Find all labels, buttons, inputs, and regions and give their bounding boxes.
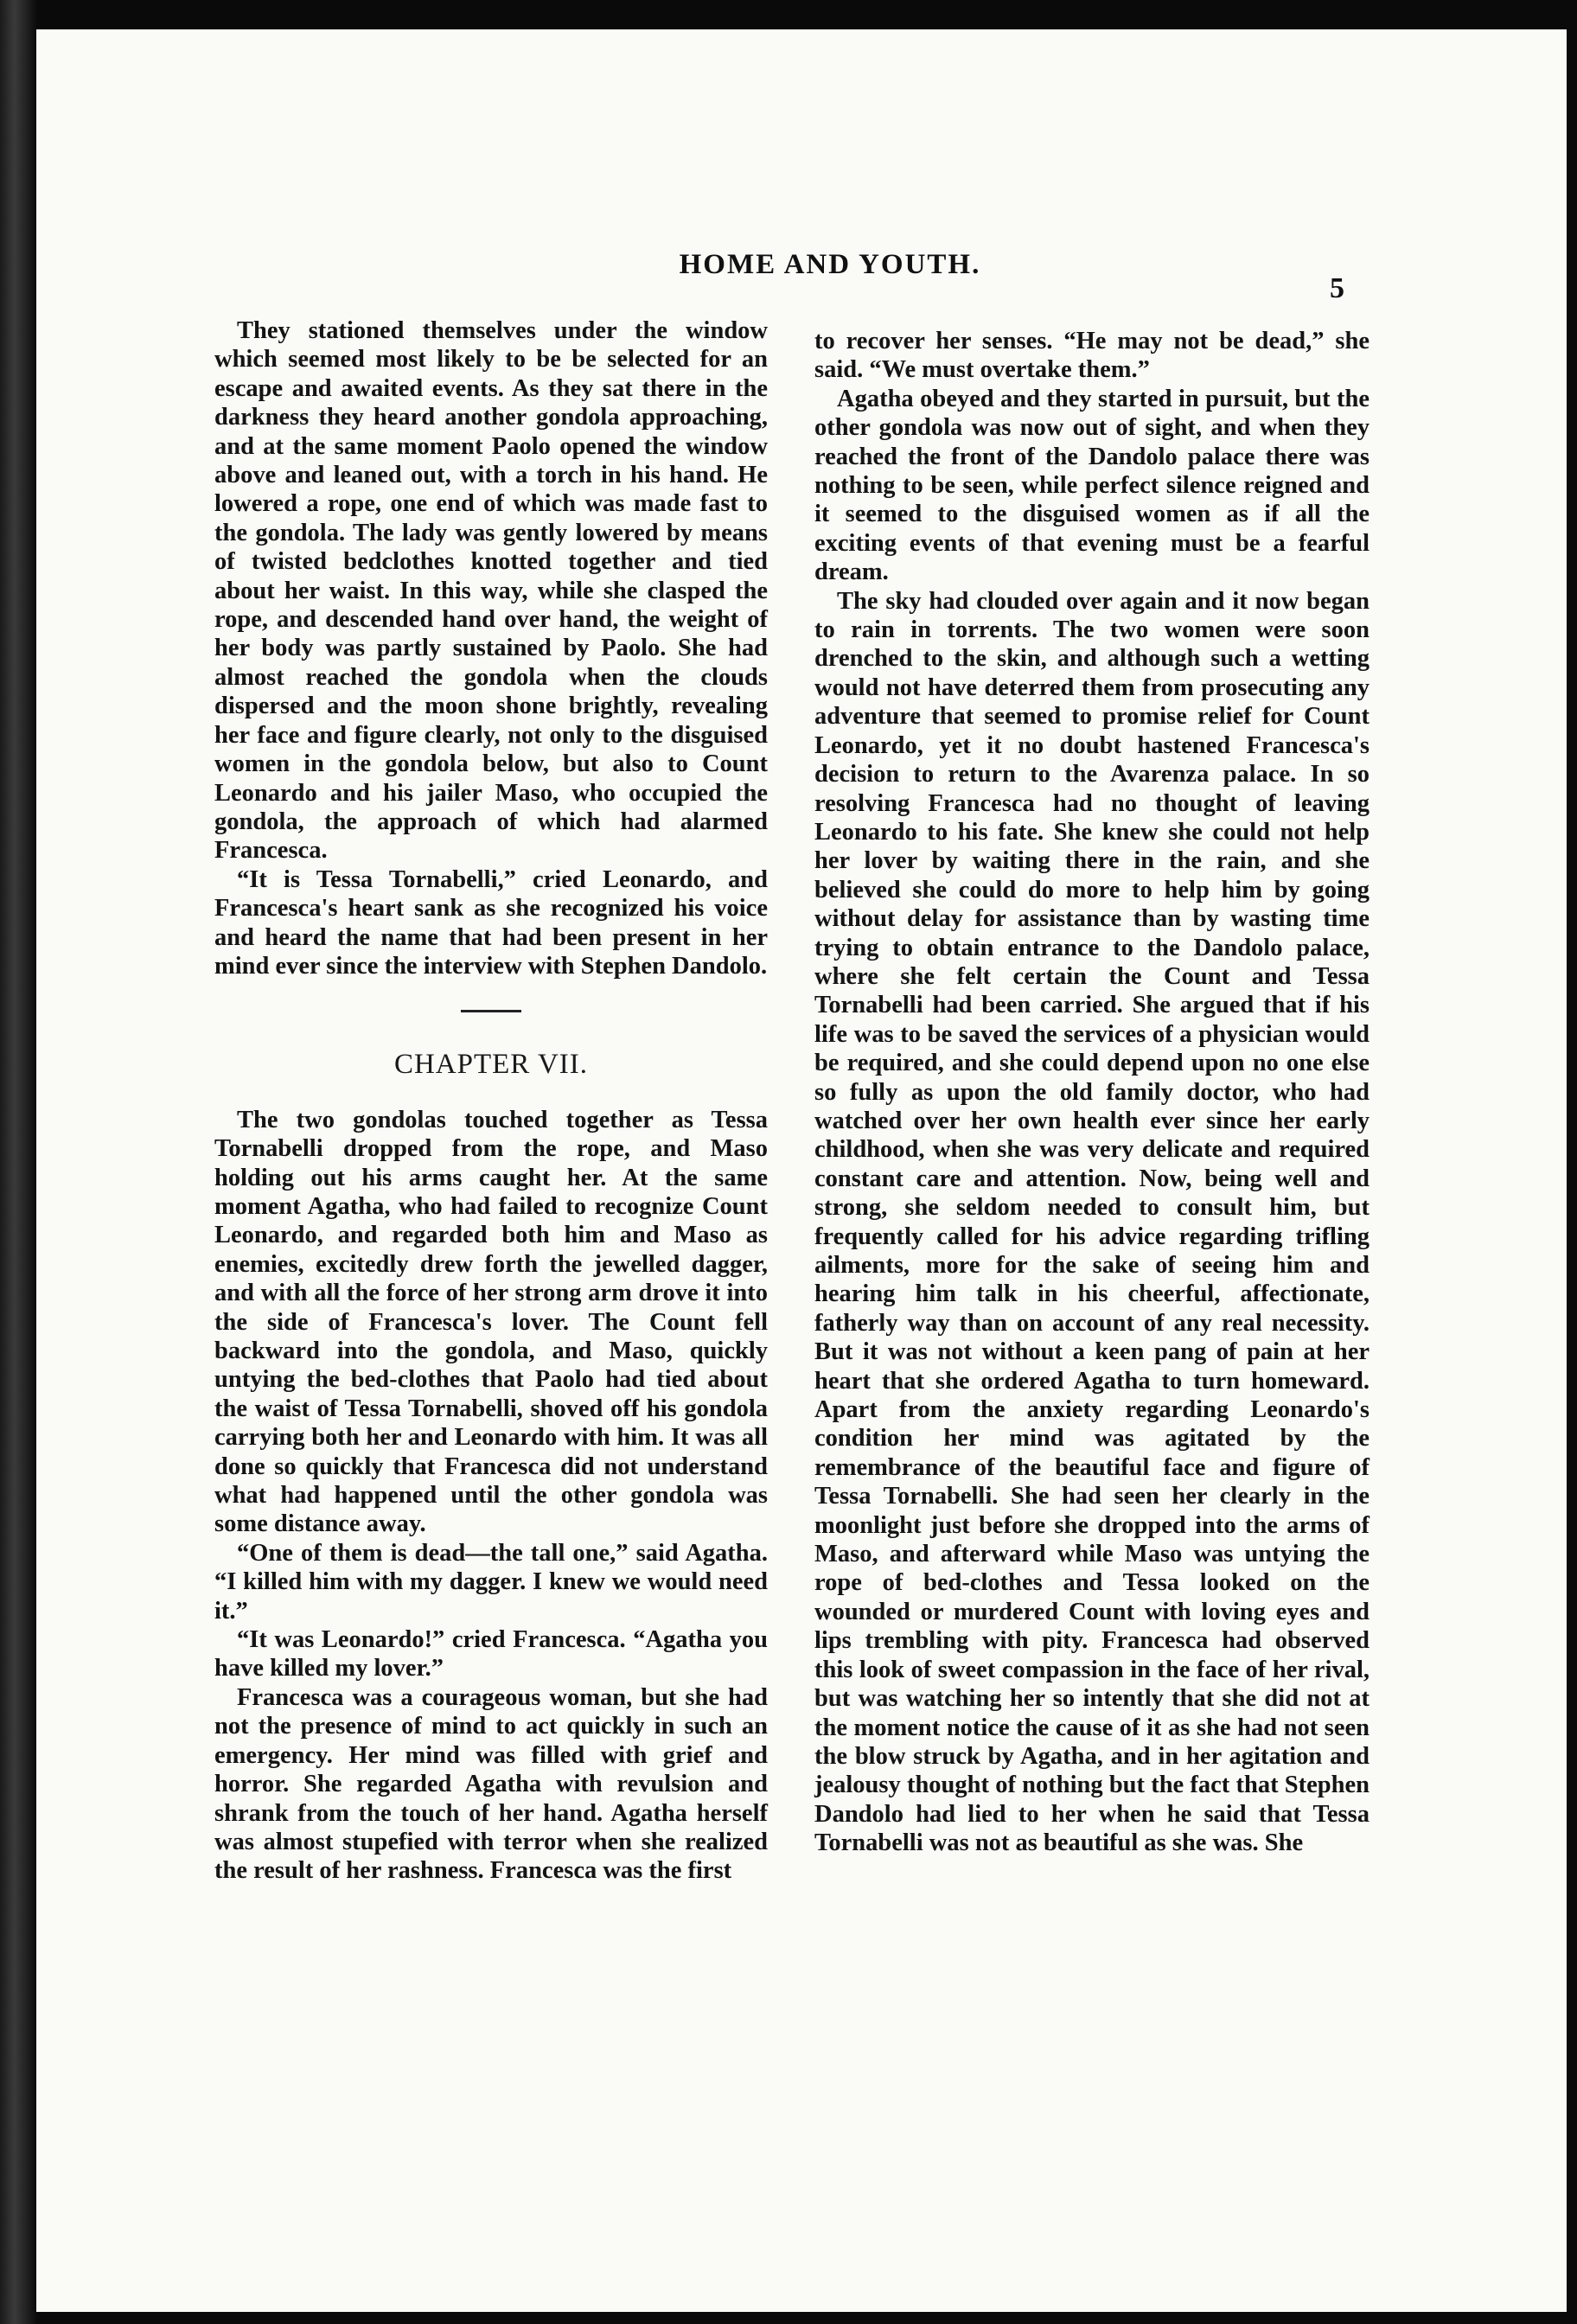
right-column — [814, 327, 1370, 1858]
paragraph: The sky had clouded over again and it now began to rain in torrents. The two women were soon drenched to the skin, and although such a wetting would not have deterred them from prosecuting any adventure that seemed to promise relief for Count Leonardo, yet it no doubt hastened Francesca's decision to return to the Avarenza palace. In so resolving Francesca had no thought of leaving Leonardo to his fate. She knew she could not help her lover by waiting there in the rain, and she believed she could do more to help him by going without delay for assistance than by wasting time trying to obtain entrance to the Dandolo palace, where she felt certain the Count and Tessa Tornabelli had been carried. She argued that if his life was to be saved the services of a physician would be required, and she could depend upon no one else so fully as upon the old family doctor, who had watched over her own health ever since her early childhood, when she was very delicate and required constant care and attention. Now, being well and strong, she seldom needed to consult him, but frequently called for his advice regarding trifling ailments, more for the sake of seeing him and hearing him talk in his cheerful, affectionate, fatherly way than on account of any real necessity. But it was not without a keen pang of pain at her heart that she ordered Agatha to turn homeward. Apart from the anxiety regarding Leonardo's condition her mind was agitated by the remembrance of the beautiful face and figure of Tessa Tornabelli. She had seen her clearly in the moonlight just before she dropped into the arms of Maso, and afterward while Maso was untying the rope of bed-clothes and Tessa looked on the wounded or murdered Count with loving eyes and lips trembling with pity. Francesca had observed this look of sweet compassion in the face of her rival, but was watching her so intently that she did not at the moment notice the cause of it as she had not seen the blow struck by Agatha, and in her agitation and jealousy thought of nothing but the fact that Stephen Dandolo had lied to her when he said that Tessa Tornabelli was not as beautiful as she was. She — [814, 587, 1370, 1857]
chapter-divider — [461, 1010, 521, 1012]
page-number: 5 — [1330, 272, 1344, 304]
running-header: HOME AND YOUTH. — [679, 249, 981, 280]
paragraph: The two gondolas touched together as Tessa Tornabelli dropped from the rope, and Maso holding out his arms caught her. At the same moment Agatha, who had failed to recognize Count Leonardo, and regarded both him and Maso as enemies, excitedly drew forth the jewelled dagger, and with all the force of her strong arm drove it into the side of Francesca's lover. The Count fell backward into the gondola, and Maso, quickly untying the bed-clothes that Paolo had tied about the waist of Tessa Tornabelli, shoved off his gondola carrying both her and Leonardo with him. It was all done so quickly that Francesca did not understand what had happened until the other gondola was some distance away. — [214, 1106, 768, 1538]
paragraph: Francesca was a courageous woman, but she had not the presence of mind to act quickly in such an emergency. Her mind was filled with grief and horror. She regarded Agatha with revulsion and shrank from the touch of her hand. Agatha herself was almost stupefied with terror when she realized the result of her rashness. Francesca was the first — [214, 1683, 768, 1885]
paragraph: “It is Tessa Tornabelli,” cried Leonardo, and Francesca's heart sank as she recognized his voice and heard the name that had been present in her mind ever since the interview with Stephen Dandolo. — [214, 865, 768, 980]
scan-dark-edge — [0, 0, 36, 2324]
paragraph-continuation: to recover her senses. “He may not be dead,” she said. “We must overtake them.” — [814, 328, 1370, 384]
paragraph: Agatha obeyed and they started in pursuit, but the other gondola was now out of sight, and when they reached the front of the Dandolo palace there was nothing to be seen, while perfect silence reigned and it seemed to the disguised women as if all the exciting events of that evening must be a fearful dream. — [814, 385, 1370, 586]
chapter-heading: CHAPTER VII. — [393, 1049, 589, 1081]
paragraph: They stationed themselves under the window which seemed most likely to be be selected for an escape and awaited events. As they sat there in the darkness they heard another gondola approaching, and at the same moment Paolo opened the window above and leaned out, with a torch in his hand. He lowered a rope, one end of which was made fast to the gondola. The lady was gently lowered by means of twisted bedclothes knotted together and tied about her waist. In this way, while she clasped the rope, and descended hand over hand, the weight of her body was partly sustained by Paolo. She had almost reached the gondola when the clouds dispersed and the moon shone brightly, revealing her face and figure clearly, not only to the disguised women in the gondola below, but also to Count Leonardo and his jailer Maso, who occupied the gondola, the approach of which had alarmed Francesca. — [214, 317, 768, 865]
left-column — [214, 316, 768, 1886]
paragraph: “It was Leonardo!” cried Francesca. “Agatha you have killed my lover.” — [214, 1626, 768, 1682]
paragraph: “One of them is dead—the tall one,” said Agatha. “I killed him with my dagger. I knew we would need it.” — [214, 1539, 768, 1625]
